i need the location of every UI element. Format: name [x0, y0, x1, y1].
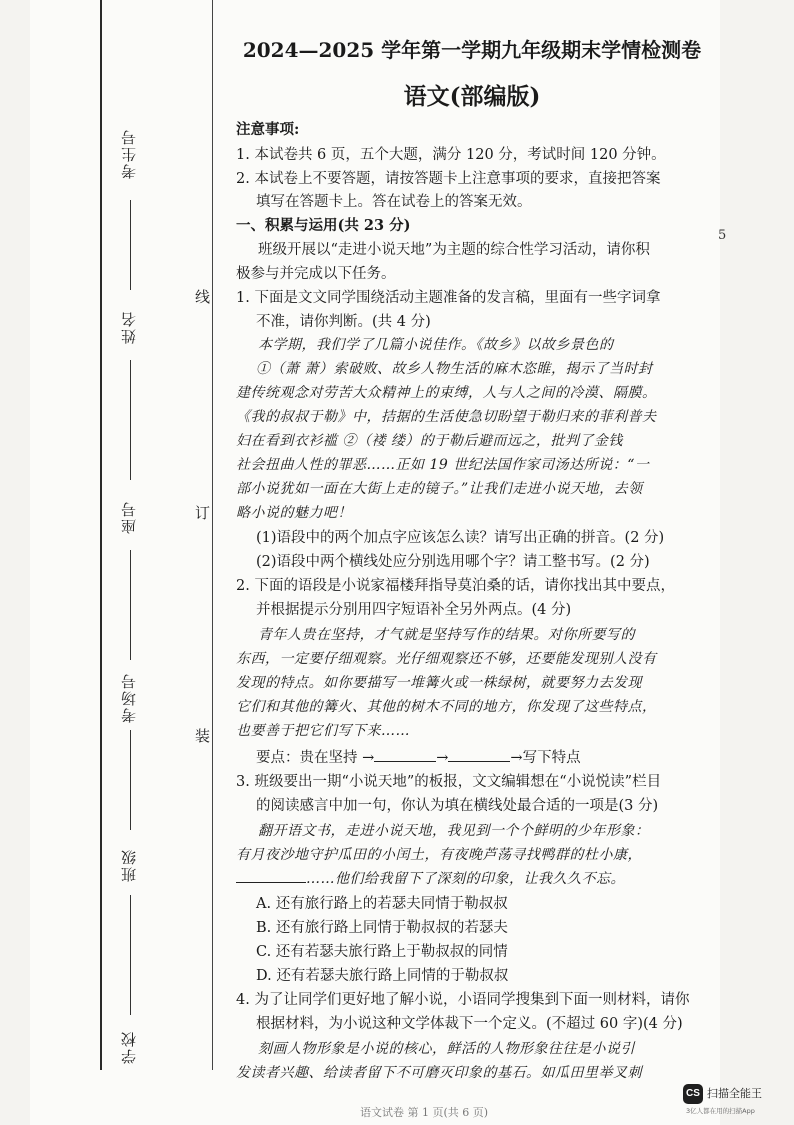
answer-prefix: 要点：贵在坚持 → — [256, 750, 375, 766]
passage-line: 翻开语文书，走进小说天地，我见到一个个鲜明的少年形象： — [258, 823, 650, 839]
fill-blank — [236, 882, 306, 883]
question-stem: 4. 为了让同学们更好地了解小说，小语同学搜集到下面一则材料，请你 — [236, 992, 690, 1008]
passage-line: 《我的叔叔于勒》中，拮据的生活使急切盼望于勒归来的菲利普夫 — [236, 409, 657, 425]
page-number: 5 — [718, 228, 727, 243]
fill-line — [130, 730, 131, 830]
margin-border-line — [100, 0, 102, 1070]
passage-line: 建传统观念对劳苦大众精神上的束缚，人与人之间的冷漠、隔膜。 — [236, 385, 657, 401]
sub-question: (2)语段中两个横线处应分别选用哪个字？请工整书写。(2 分) — [256, 554, 650, 570]
fill-line — [130, 360, 131, 480]
question-stem: 并根据提示分别用四字短语补全另外两点。(4 分) — [256, 602, 572, 618]
passage-line: 发现的特点。如你要描写一堆篝火或一株绿树，就要努力去发现 — [236, 675, 642, 691]
binding-char-pack: 装 — [195, 727, 211, 745]
label-student-number: 考生号 — [120, 128, 138, 179]
page-title: 2024—2025 学年第一学期九年级期末学情检测卷 — [242, 38, 702, 62]
option-a: A. 还有旅行路上的若瑟夫同情于勒叔叔 — [256, 896, 508, 912]
question-stem: 根据材料，为小说这种文学体裁下一个定义。(不超过 60 字)(4 分) — [256, 1016, 683, 1032]
label-class: 班级 — [120, 848, 138, 882]
option-d: D. 还有若瑟夫旅行路上同情的于勒叔叔 — [256, 968, 509, 984]
fill-line — [130, 200, 131, 290]
answer-blank — [374, 761, 436, 762]
label-school: 学校 — [120, 1030, 138, 1064]
passage-line: 妇在看到衣衫褴 ②（褛 缕）的于勒后避而远之，批判了金钱 — [236, 433, 623, 449]
question-stem: 3. 班级要出一期“小说天地”的板报，文文编辑想在“小说悦读”栏目 — [236, 774, 662, 790]
scanner-watermark — [683, 1082, 793, 1122]
passage-line: 本学期，我们学了几篇小说佳作。《故乡》以故乡景色的 — [258, 337, 614, 353]
sub-question: (1)语段中的两个加点字应该怎么读？请写出正确的拼音。(2 分) — [256, 530, 665, 546]
page-subtitle: 语文(部编版) — [403, 83, 541, 110]
passage-line: ①（萧 萧）索破败、故乡人物生活的麻木恣睢，揭示了当时封 — [256, 361, 653, 377]
scanner-tagline: 3亿人都在用的扫描App — [686, 1107, 755, 1115]
notes-item: 填写在答题卡上。答在试卷上的答案无效。 — [256, 194, 532, 210]
option-b: B. 还有旅行路上同情于勒叔叔的若瑟夫 — [256, 920, 508, 936]
notes-item: 2. 本试卷上不要答题，请按答题卡上注意事项的要求，直接把答案 — [236, 171, 661, 187]
passage-line: 社会扭曲人性的罪恶……正如 19 世纪法国作家司汤达所说：“一 — [236, 457, 650, 473]
label-seat-number: 座号 — [120, 500, 138, 534]
label-exam-room: 考场号 — [120, 672, 138, 723]
passage-line: 也要善于把它们写下来…… — [236, 723, 410, 739]
section-heading: 一、积累与运用(共 23 分) — [236, 217, 411, 234]
label-name: 姓名 — [120, 310, 138, 344]
passage-line: 它们和其他的篝火、其他的树木不同的地方，你发现了这些特点， — [236, 699, 657, 715]
answer-blank — [448, 761, 510, 762]
passage-line: 发读者兴趣、给读者留下不可磨灭印象的基石。如瓜田里举叉刺 — [236, 1065, 642, 1081]
binding-line — [212, 0, 213, 1070]
binding-char-bind: 订 — [195, 504, 211, 522]
question-stem: 不准，请你判断。(共 4 分) — [256, 314, 431, 330]
question-stem: 的阅读感言中加一句，你认为填在横线处最合适的一项是(3 分) — [256, 798, 659, 814]
page-footer: 语文试卷 第 1 页(共 6 页) — [360, 1106, 489, 1119]
question-stem: 2. 下面的语段是小说家福楼拜指导莫泊桑的话，请你找出其中要点， — [236, 578, 675, 594]
binding-char-line: 线 — [195, 288, 211, 306]
answer-arrow: → — [436, 750, 449, 766]
fill-line — [130, 895, 131, 1015]
answer-suffix: →写下特点 — [510, 750, 581, 766]
passage-line: 刻画人物形象是小说的核心，鲜活的人物形象往往是小说引 — [258, 1041, 635, 1057]
notes-heading: 注意事项: — [236, 121, 300, 138]
passage-text: ……他们给我留下了深刻的印象，让我久久不忘。 — [306, 871, 625, 887]
passage-line: 青年人贵在坚持，才气就是坚持写作的结果。对你所要写的 — [258, 627, 635, 643]
option-c: C. 还有若瑟夫旅行路上于勒叔叔的同情 — [256, 944, 508, 960]
passage-line: 部小说犹如一面在大街上走的镜子。”让我们走进小说天地，去领 — [236, 481, 643, 497]
answer-line — [256, 746, 581, 767]
section-intro: 班级开展以“走进小说天地”为主题的综合性学习活动，请你积 — [258, 242, 650, 258]
question-stem: 1. 下面是文文同学围绕活动主题准备的发言稿，里面有一些字词拿 — [236, 290, 661, 306]
scanner-app-name: 扫描全能王 — [707, 1087, 762, 1100]
section-intro: 极参与并完成以下任务。 — [236, 266, 396, 282]
passage-line: 东西，一定要仔细观察。光仔细观察还不够，还要能发现别人没有 — [236, 651, 657, 667]
passage-line: 有月夜沙地守护瓜田的小闰土，有夜晚芦荡寻找鸭群的杜小康， — [236, 847, 642, 863]
camscanner-logo-icon: CS — [683, 1084, 703, 1104]
passage-line — [236, 868, 625, 888]
passage-line: 略小说的魅力吧！ — [236, 505, 352, 521]
fill-line — [130, 550, 131, 660]
notes-item: 1. 本试卷共 6 页，五个大题，满分 120 分，考试时间 120 分钟。 — [236, 147, 666, 163]
